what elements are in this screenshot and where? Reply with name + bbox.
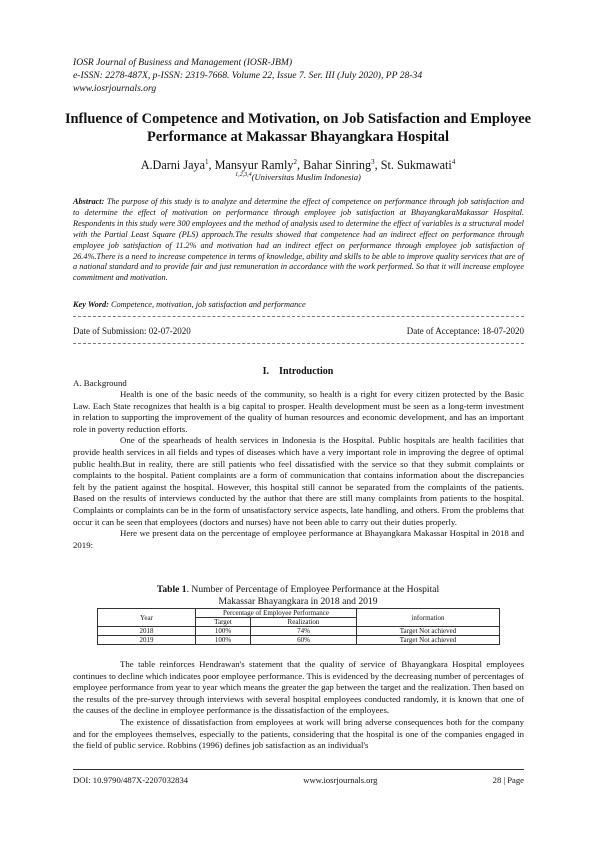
cell-target: 100% [196,636,251,645]
paragraph: The table reinforces Hendrawan's statement that the quality of service of Bhayangkara Hospital employees continues to decline which indicates poor employee performance. This is evidenced by the decreasing number of percentages of employee performance from year to year which means the greater the gap between the target and the realization. Then based on the results of the pre-survey through interviews with several hospital employees conducted randomly, it is known that one of the causes of the decline in employee performance is the dissatisfaction of the employees. [73,659,524,716]
abstract-text: The purpose of this study is to analyze and determine the effect of competence on performance through job satisfaction and to determine the effect of motivation on performance through employee job satisfaction at BhayangkaraMakassar Hospital. Respondents in this study were 300 employees and the method of analysis used to determine the effect of variables is a structural model with the Partial Least Square (PLS) approach.The results showed that competence had an indirect effect on performance through employee job satisfaction of 11.2% and motivation had an indirect effect on performance through employee job satisfaction of 26.4%.There is a need to increase competence in terms of knowledge, ability and skills to be able to improve quality services that are of a national standard and to provide fair and just remuneration in accordance with the work performed. So that it will increase employee commitment and motivation. [73,197,524,283]
table-row [98,627,500,636]
table-row [98,636,500,645]
cell-year: 2019 [98,636,196,645]
journal-name: IOSR Journal of Business and Management (IOSR-JBM) [73,57,293,68]
divider [73,316,524,317]
section-heading: I. Introduction [262,366,334,377]
abstract-label: Abstract: [73,197,105,206]
author-name: A.Darni Jaya [140,158,205,173]
body-text [73,659,524,752]
paragraph: Here we present data on the percentage of employee performance at Bhayangkara Makassar Hospital in 2018 and 2019: [73,528,524,550]
footer-site[interactable]: www.iosrjournals.org [303,775,378,785]
journal-issn: e-ISSN: 2278-487X, p-ISSN: 2319-7668. Volume 22, Issue 7. Ser. III (July 2020), PP 28-34 [73,70,423,82]
submission-date: Date of Submission: 02-07-2020 [73,326,191,336]
table-caption [60,584,536,607]
date-line [73,326,524,336]
page-number: 28 | Page [492,775,524,785]
header-info: information [357,609,500,627]
affiliation [60,172,536,182]
cell-year: 2018 [98,627,196,636]
author-name: Mansyur Ramly [214,158,294,173]
footer-rule [73,769,524,770]
page-footer [73,775,524,785]
paragraph: Health is one of the basic needs of the community, so health is a right for every citizen protected by the Basic Law. Each State recognizes that health is a big capital to prosper. Health development must be seen as a long-term investment in relation to supporting the improvement of the quality of human resources and economic development, and has an important role in poverty reduction efforts. [73,389,524,434]
keywords-text: Competence, motivation, job satisfaction and performance [110,300,306,309]
journal-site[interactable]: www.iosrjournals.org [73,83,157,95]
footer-doi: DOI: 10.9790/487X-2207032834 [73,775,189,785]
table-header-row [98,609,500,618]
author-list: A.Darni Jaya$^1$, Mansyur Ramly$^2$, Bahar Sinring$^3$, St. Sukmawati$^4$ [140,158,456,173]
header-target: Target [196,618,251,627]
cell-info: Target Not achieved [357,636,500,645]
cell-info: Target Not achieved [357,627,500,636]
cell-realization: 74% [251,627,357,636]
author-sup: 4 [451,158,456,166]
author-name: St. Sukmawati [380,158,452,173]
keywords [73,300,524,310]
abstract [73,197,524,284]
table-caption-label: Table 1 [156,584,187,595]
author-sup: 3 [371,158,375,166]
table-caption-text: . Number of Percentage of Employee Performance at the Hospital [186,584,440,595]
paragraph: The existence of dissatisfaction from employees at work will bring adverse consequences both for the company and for the employees themselves, especially to the patients, considering that the hospital is one of the companies engaged in the field of public service. Robbins (1996) defines job satisfaction as an individual's [73,716,524,751]
body-text [73,389,524,551]
paper-title: Influence of Competence and Motivation, on Job Satisfaction and Employee Performance at Makassar Bhayangkara Hospital [64,111,532,145]
header-group: Percentage of Employee Performance [196,609,357,618]
cell-target: 100% [196,627,251,636]
author-sup: 2 [293,158,297,166]
divider [73,343,524,344]
journal-header [73,56,422,96]
author-name: Bahar Sinring [303,158,372,173]
performance-table [97,608,500,645]
paragraph: One of the spearheads of health services in Indonesia is the Hospital. Public hospitals are health facilities that provide health services in all fields and types of diseases which have a very important role in improving the degree of optimal public health.But in reality, there are still patients who feel dissatisfied with the service so that they submit complaints or complaints to the hospital. Patient complaints are a form of communication that contains information about the discrepancies felt by the patient against the hospital. However, this hospital still cannot be separated from the complaints of the patients. Based on the results of interviews conducted by the author that there are still many complaints from patients to the hospital. Complaints or complaints can be in the form of unsatisfactory service aspects, late handling, and others. From the problems that occur it can be seen that employees (doctors and nurses) have not been able to carry out their duties properly. [73,435,524,527]
keywords-label: Key Word: [73,300,109,309]
affiliation-text: (Universitas Muslim Indonesia) [251,172,361,182]
cell-realization: 60% [251,636,357,645]
author-sup: 1 [205,158,209,166]
affiliation-sup: 1,2,3,4 [235,172,252,179]
header-year: Year [98,609,196,627]
subsection-heading: A. Background [73,378,127,388]
table-caption-line2: Makassar Bhayangkara in 2018 and 2019 [218,595,378,607]
header-realization: Realization [251,618,357,627]
acceptance-date: Date of Acceptance: 18-07-2020 [406,326,524,336]
